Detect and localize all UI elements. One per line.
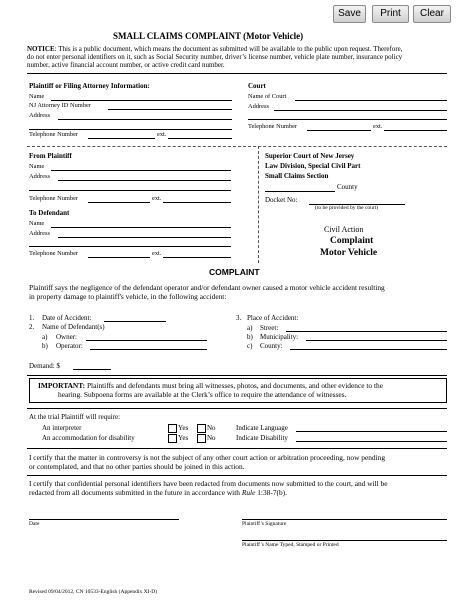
- operator-label: Operator:: [56, 342, 83, 350]
- street-letter: a): [247, 324, 253, 332]
- attorney-name-field[interactable]: [51, 100, 232, 101]
- plaintiff-ext-label: ext.: [152, 195, 162, 202]
- notice-divider: [27, 73, 447, 74]
- caption-divider: [258, 146, 259, 263]
- important-divider: [27, 408, 447, 409]
- municipality-letter: b): [247, 333, 253, 341]
- interpreter-yes-label: Yes: [178, 424, 189, 432]
- place-label: Place of Accident:: [247, 314, 299, 322]
- complaint-heading: COMPLAINT: [209, 267, 260, 277]
- interpreter-no-checkbox[interactable]: [197, 424, 206, 433]
- certify2-line-1: I certify that confidential personal identifiers have been redacted from documents now submitted to the court, and will be: [29, 479, 388, 488]
- demand-label: Demand: $: [29, 362, 60, 370]
- item-1-number: 1.: [29, 314, 35, 322]
- defendant-telephone-label: Telephone Number: [29, 250, 79, 257]
- accident-date-label: Date of Accident:: [42, 314, 92, 322]
- notice-line-3: number, active financial account number, or active credit card number.: [27, 61, 225, 69]
- court-ext-label: ext.: [373, 123, 383, 130]
- court-ext-field[interactable]: [384, 130, 447, 131]
- certify1-line-2: or contemplated, and that no other parties should be joined in this action.: [29, 462, 245, 471]
- court-address-field-2[interactable]: [248, 119, 447, 120]
- important-line-1: IMPORTANT: Plaintiffs and defendants must bring all witnesses, photos, and documents, and other evidence to the: [38, 381, 383, 390]
- certify2-line-2: redacted from all documents submitted in the future in accordance with Rule 1:38-7(b).: [29, 488, 287, 497]
- defendant-telephone-field[interactable]: [88, 257, 150, 258]
- docket-label: Docket No:: [265, 196, 298, 204]
- caption-motor-vehicle: Motor Vehicle: [320, 248, 378, 258]
- attorney-address-label: Address: [29, 112, 50, 119]
- clear-button[interactable]: Clear: [413, 5, 451, 23]
- attorney-name-label: Name: [29, 93, 45, 100]
- attorney-id-label: NJ Attorney ID Number: [29, 102, 91, 109]
- from-plaintiff-heading: From Plaintiff: [29, 152, 72, 160]
- indicate-disability-label: Indicate Disability: [236, 434, 288, 442]
- certify-divider: [27, 475, 447, 476]
- county-label: County: [337, 183, 358, 191]
- demand-divider: [27, 375, 447, 376]
- caption-court: Superior Court of New Jersey: [265, 152, 355, 160]
- defendant-address-field-1[interactable]: [58, 237, 231, 238]
- attorney-address-field-2[interactable]: [29, 129, 232, 130]
- court-telephone-field[interactable]: [307, 130, 371, 131]
- demand-field[interactable]: [73, 369, 111, 370]
- defendant-name-label: Name: [29, 220, 45, 227]
- county-field[interactable]: [265, 191, 335, 192]
- operator-letter: b): [42, 342, 48, 350]
- plaintiff-telephone-label: Telephone Number: [29, 195, 79, 202]
- interpreter-yes-checkbox[interactable]: [168, 424, 177, 433]
- defendant-address-field-2[interactable]: [29, 246, 231, 247]
- accident-date-field[interactable]: [104, 321, 166, 322]
- disability-yes-label: Yes: [178, 434, 189, 442]
- court-heading: Court: [248, 82, 266, 90]
- owner-letter: a): [42, 333, 48, 341]
- county-letter: c): [247, 342, 253, 350]
- defendant-name-field[interactable]: [51, 227, 231, 228]
- save-button[interactable]: Save: [333, 5, 366, 23]
- plaintiff-signature-label: Plaintiff’s Signature: [242, 521, 287, 527]
- disability-no-checkbox[interactable]: [197, 434, 206, 443]
- defendant-ext-field[interactable]: [163, 257, 231, 258]
- plaintiff-name-field[interactable]: [51, 170, 231, 171]
- plaintiff-name-typed-label: Plaintiff’s Name Typed, Stamped or Printed: [242, 542, 339, 548]
- attorney-telephone-label: Telephone Number: [29, 131, 79, 138]
- caption-division: Law Division, Special Civil Part: [265, 162, 361, 170]
- docket-note: (to be provided by the court): [315, 205, 379, 211]
- court-name-label: Name of Court: [248, 93, 287, 100]
- to-defendant-heading: To Defendant: [29, 209, 70, 217]
- item-2-number: 2.: [29, 323, 35, 331]
- defendant-address-label: Address: [29, 230, 50, 237]
- defendants-label: Name of Defendant(s): [42, 323, 105, 331]
- date-field[interactable]: [29, 519, 179, 520]
- disability-label: An accommodation for disability: [42, 434, 135, 442]
- attorney-telephone-field[interactable]: [88, 138, 155, 139]
- print-button[interactable]: Print: [372, 5, 409, 23]
- complaint-intro-1: Plaintiff says the negligence of the defendant operator and/or defendant owner caused a motor vehicle accident resulting: [29, 283, 385, 292]
- municipality-label: Municipality:: [260, 333, 299, 341]
- accident-county-label: County:: [260, 342, 283, 350]
- plaintiff-address-field-1[interactable]: [58, 180, 231, 181]
- owner-label: Owner:: [56, 333, 77, 341]
- trial-divider: [27, 448, 447, 449]
- important-line-2: hearing. Subpoena forms are available at the Clerk’s office to require the attendance of witnesses.: [58, 390, 347, 399]
- section-divider: [27, 146, 447, 147]
- plaintiff-ext-field[interactable]: [163, 202, 231, 203]
- plaintiff-address-field-2[interactable]: [29, 190, 231, 191]
- attorney-id-field[interactable]: [108, 109, 232, 110]
- accident-county-field[interactable]: [290, 349, 447, 350]
- plaintiff-name-typed-field[interactable]: [242, 540, 447, 541]
- caption-complaint: Complaint: [330, 236, 374, 246]
- municipality-field[interactable]: [306, 340, 447, 341]
- footer-revision: Revised 09/04/2012, CN 10533-English (Appendix XI-D): [29, 589, 158, 595]
- plaintiff-address-label: Address: [29, 173, 50, 180]
- court-address-field-1[interactable]: [274, 110, 447, 111]
- date-label: Date: [29, 521, 40, 527]
- plaintiff-name-label: Name: [29, 163, 45, 170]
- operator-field[interactable]: [90, 349, 207, 350]
- notice-line-2: do not enter personal identifiers on it, such as Social Security number, driver’s license number, vehicle plate number, insurance policy: [27, 53, 403, 61]
- court-telephone-label: Telephone Number: [248, 123, 298, 130]
- language-field[interactable]: [296, 431, 447, 432]
- item-3-number: 3.: [236, 314, 242, 322]
- certify1-line-1: I certify that the matter in controversy is not the subject of any other court action or arbitration proceeding, now pending: [29, 453, 386, 462]
- street-label: Street:: [260, 324, 279, 332]
- defendant-ext-label: ext.: [152, 250, 162, 257]
- attorney-ext-field[interactable]: [168, 138, 232, 139]
- owner-field[interactable]: [86, 340, 207, 341]
- disability-no-label: No: [207, 434, 216, 442]
- form-title: SMALL CLAIMS COMPLAINT (Motor Vehicle): [113, 31, 304, 41]
- court-name-field[interactable]: [295, 100, 447, 101]
- disability-field[interactable]: [296, 441, 447, 442]
- disability-yes-checkbox[interactable]: [168, 434, 177, 443]
- plaintiff-telephone-field[interactable]: [88, 202, 150, 203]
- caption-section: Small Claims Section: [265, 172, 329, 180]
- plaintiff-signature-field[interactable]: [242, 519, 447, 520]
- interpreter-no-label: No: [207, 424, 216, 432]
- plaintiff-attorney-heading: Plaintiff or Filing Attorney Information:: [29, 82, 150, 90]
- attorney-ext-label: ext.: [157, 131, 167, 138]
- court-address-label: Address: [248, 103, 269, 110]
- street-field[interactable]: [286, 331, 447, 332]
- trial-heading: At the trial Plaintiff will require:: [29, 413, 121, 421]
- language-label: Indicate Language: [236, 424, 288, 432]
- civil-action: Civil Action: [324, 225, 364, 234]
- attorney-address-field-1[interactable]: [58, 119, 232, 120]
- notice-line-1: NOTICE: This is a public document, which means the document as submitted will be available to the public upon request. Therefore,: [27, 45, 403, 53]
- interpreter-label: An interpreter: [42, 424, 82, 432]
- complaint-intro-2: in property damage to plaintiff's vehicle, in the following accident:: [29, 292, 227, 301]
